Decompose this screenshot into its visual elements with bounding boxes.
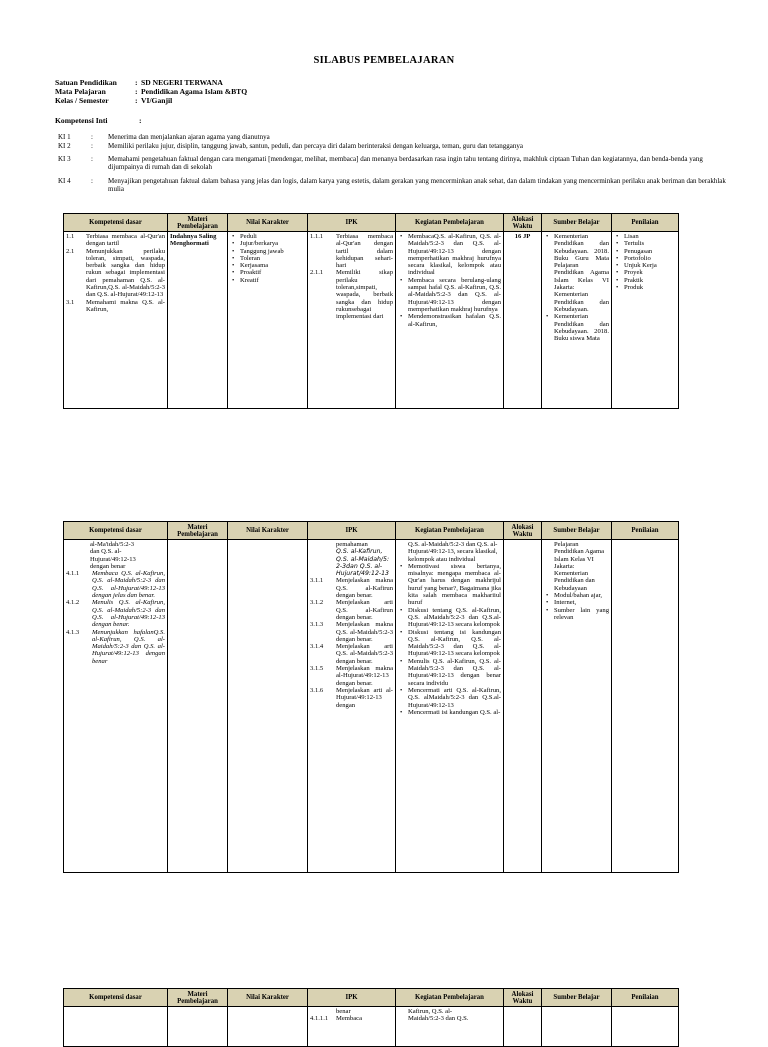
kegiatan-cell: Kafirun, Q.S. al- Maidah/5:2-3 dan Q.S. bbox=[396, 1007, 504, 1047]
list-item: • Lisan bbox=[624, 233, 676, 240]
list-item: 3.1.2 Menjelaskan arti Q.S. al-Kafirun dengan benar. bbox=[310, 599, 393, 621]
column-header: Alokasi Waktu bbox=[504, 522, 542, 540]
list-item: • Modul/bahan ajar, bbox=[554, 592, 609, 599]
column-header: Kompetensi dasar bbox=[64, 989, 168, 1007]
column-header: Nilai Karakter bbox=[228, 989, 308, 1007]
list-item: • Membaca secara berulang-ulang sampai hafal Q.S. al-Kafirun, Q.S. al-Maidah/5:2-3 dan Q.S. al-Hujurat/49:12-13 dengan memperhatikan makhraj hurufnya bbox=[408, 277, 501, 313]
list-item: • Diskusi tentang Q.S. al-Kafirun, Q.S. alMaidah/5:2-3 dan Q.S.al-Hujurat/49:12-13 secara kelompok bbox=[408, 607, 501, 629]
list-item: • Proyek bbox=[624, 269, 676, 276]
syllabus-table-3 bbox=[63, 988, 679, 1047]
column-header: IPK bbox=[308, 989, 396, 1007]
list-item: • Tertulis bbox=[624, 240, 676, 247]
column-header: Materi Pembelajaran bbox=[168, 214, 228, 232]
column-header: Sumber Belajar bbox=[542, 522, 612, 540]
list-item: • Kementerian Pendidikan dan Kebudayaan. 2018. Buku siswa Mata bbox=[554, 313, 609, 342]
list-item: 1.1.1 Terbiasa membaca al-Qur'an dengan tartil dalam kehidupan sehari-hari bbox=[310, 233, 393, 270]
list-item: 3.1 Memahami makna Q.S. al-Kafirun, bbox=[66, 298, 165, 313]
materi-cell bbox=[168, 1007, 228, 1047]
kompetensi-inti-heading: Kompetensi Inti : bbox=[55, 116, 142, 125]
list-item: • Praktik bbox=[624, 277, 676, 284]
penilaian-cell bbox=[612, 1007, 679, 1047]
alokasi-cell bbox=[504, 540, 542, 873]
column-header: Penilaian bbox=[612, 989, 679, 1007]
list-item: 3.1.3 Menjelaskan makna Q.S. al-Maidah/5:2-3 dengan benar. bbox=[310, 621, 393, 643]
list-item: 1.1 Terbiasa membaca al-Qur'an dengan tartil bbox=[66, 233, 165, 248]
list-item: 2.1.1 Memiliki sikap perilaku toleran,simpati, waspada, berbaik sangka dan hidup rukunsebagai implementasi dari bbox=[310, 269, 393, 321]
list-item: • Sumber lain yang relevan bbox=[554, 607, 609, 622]
syllabus-table-2 bbox=[63, 521, 679, 873]
list-item: • Kementerian Pendidikan dan Kebudayaan. 2018. Buku Guru Mata Pelajaran Pendidikan Agama Islam Kelas VI Jakarta: Kementerian Pendidikan dan Kebudayaan. bbox=[554, 233, 609, 313]
list-item: • Diskusi tentang isi kandungan Q.S. al-Kafirun, Q.S. al-Maidah/5:2-3 dan Q.S. al-Hujurat/49:12-13 secara kelompok bbox=[408, 629, 501, 658]
list-item: • Peduli bbox=[240, 233, 305, 240]
list-item: • Kreatif bbox=[240, 277, 305, 284]
list-item: 4.1.2 Menulis Q.S. al-Kafirun, Q.S. al-Maidah/5:2-3 dan Q.S. al-Hujurat/49:12-13 dengan benar. bbox=[66, 599, 165, 629]
meta-row: Satuan Pendidikan : SD NEGERI TERWANA bbox=[55, 78, 223, 87]
materi-cell bbox=[168, 540, 228, 873]
kegiatan-cell bbox=[396, 232, 504, 409]
list-item: • Toleran bbox=[240, 255, 305, 262]
column-header: Materi Pembelajaran bbox=[168, 522, 228, 540]
alokasi-cell: 16 JP bbox=[504, 232, 542, 409]
document-title: SILABUS PEMBELAJARAN bbox=[313, 55, 455, 66]
ipk-cell: pemahaman Q.S. al-Kafirun, Q.S. al-Maidah/5: 2-3dan Q.S. al-Hujurat/49:12-13 3.1.1 Menjelaskan makna Q.S. al-Kafirun dengan benar. 3.1.2 Menjelaskan arti Q.S. al-Kafirun dengan benar. 3.1.3 Menjelaskan makna Q.S. al-Maidah/5:2-3 dengan benar. 3.1.4 Menjelaskan arti Q.S. al-Maidah/5:2-3 dengan benar. 3.1.5 Menjelaskan makna al-Hujurat/49:12-13 dengan benar. 3.1.6 Menjelaskan arti al-Hujurat/49:12-13 dengan bbox=[308, 540, 396, 873]
list-item: 4.1.1 Membaca Q.S. al-Kafirun, Q.S. al-Maidah/5:2-3 dan Q.S. al-Hujurat/49:12-13 dengan jelas dan benar. bbox=[66, 570, 165, 600]
column-header: Alokasi Waktu bbox=[504, 989, 542, 1007]
list-item: 4.1.1.1 Membaca bbox=[310, 1015, 362, 1023]
nilai-cell bbox=[228, 1007, 308, 1047]
sumber-cell: Pelajaran Pendidikan Agama Islam Kelas VI Jakarta: Kementerian Pendidikan dan Kebudayaan • Modul/bahan ajar, • Internet, • Sumber lain yang relevan bbox=[542, 540, 612, 873]
list-item: • Mendemonstrasikan hafalan Q.S. al-Kafirun, bbox=[408, 313, 501, 328]
column-header: Nilai Karakter bbox=[228, 522, 308, 540]
list-item: • Internet, bbox=[554, 599, 609, 606]
identity-block bbox=[55, 78, 247, 105]
list-item: 4.1.3 Menunjukkan hafalanQ.S. al-Kafirun, Q.S. al-Maidah/5:2-3 dan Q.S. al-Hujurat/49:12-13 dengan benar bbox=[66, 628, 165, 665]
column-header: Kegiatan Pembelajaran bbox=[396, 214, 504, 232]
table-header-row bbox=[64, 522, 679, 540]
ipk-cell bbox=[308, 232, 396, 409]
list-item: • Unjuk Kerja bbox=[624, 262, 676, 269]
ipk-cell: benar 4.1.1.1 Membaca bbox=[308, 1007, 396, 1047]
column-header: Materi Pembelajaran bbox=[168, 989, 228, 1007]
alokasi-cell bbox=[504, 1007, 542, 1047]
nilai-cell bbox=[228, 540, 308, 873]
column-header: Nilai Karakter bbox=[228, 214, 308, 232]
kd-cell bbox=[64, 232, 168, 409]
list-item: • Kerjasama bbox=[240, 262, 305, 269]
column-header: Penilaian bbox=[612, 214, 679, 232]
column-header: Kompetensi dasar bbox=[64, 522, 168, 540]
nilai-cell bbox=[228, 232, 308, 409]
document-page: SILABUS PEMBELAJARAN Satuan Pendidikan : SD NEGERI TERWANA Mata Pelajaran : Pendidikan Agama Islam &BTQ Kelas / Semester : VI/Ganjil Kompetensi Inti : KI 1 : Menerima dan menjalankan ajaran agama yang dianutnya KI 2 : Memiliki perilaku jujur, disiplin, tanggung jawab, santun, peduli, dan percaya diri dalam berinteraksi dengan keluarga, teman, guru dan tetangganya KI 3 : Memahami pengetahuan faktual dengan cara mengamati [mendengar, melihat, membaca] dan menanya berdasarkan rasa ingin tahu tentang dirinya, makhluk ciptaan Tuhan dan kegiatannya, dan benda-benda yang dijumpainya di rumah dan di sekolah KI 4 : Menyajikan pengetahuan faktual dalam bahasa yang jelas dan logis, dalam karya yang estetis, dalam gerakan yang mencerminkan anak sehat, dan dalam tindakan yang mencerminkan perilaku anak beriman dan berakhlak mulia Kompetensi dasar Materi Pembelajaran Nilai Karakter IPK Kegiatan Pembelajaran Alokasi Waktu Sumber Belajar Penilaian 1.1 Terbiasa membaca al-Qur'an dengan tartil 2.1 Menunjukkan perilaku toleran, simpati, waspada, berbaik sangka dan hidup rukun sebagai implementasi dari pemahaman Q.S. al-Kafirun,Q.S. al-Maidah/5:2-3 dan Q.S. al-Hujurat/49:12-13 3.1 Memahami makna Q.S. al-Kafirun, Indahnya Saling Menghormati • Peduli • Jujur/berkarya • Tanggung jawab • Toleran • Kerjasama • Proaktif • Kreatif 1.1.1 Terbiasa membaca al-Qur'an dengan tartil dalam kehidupan sehari-hari 2.1.1 Memiliki sikap perilaku toleran,simpati, waspada, berbaik sangka dan hidup rukunsebagai implementasi dari • MembacaQ.S. al-Kafirun, Q.S. al-Maidah/5:2-3 dan Q.S. al-Hujurat/49:12-13 dengan memperhatikan makhraj hurufnya secara klasikal, kelompok atau individual • Membaca secara berulang-ulang sampai hafal Q.S. al-Kafirun, Q.S. al-Maidah/5:2-3 dan Q.S. al-Hujurat/49:12-13 dengan memperhatikan makhraj hurufnya • Mendemonstrasikan hafalan Q.S. al-Kafirun, 16 JP • Kementerian Pendidikan dan Kebudayaan. 2018. Buku Guru Mata Pelajaran Pendidikan Agama Islam Kelas VI Jakarta: Kementerian Pendidikan dan Kebudayaan. • Kementerian Pendidikan dan Kebudayaan. 2018. Buku siswa Mata • Lisan • Tertulis • Penugasan • Portofolio • Unjuk Kerja • Proyek • Praktik • Produk Kompetensi dasar Materi Pembelajaran Nilai Karakter IPK Kegiatan Pembelajaran Alokasi Waktu Sumber Belajar Penilaian al-Ma'idah/5:2-3 dan Q.S. al- Hujurat/49:12-13 dengan benar 4.1.1 Membaca Q.S. al-Kafirun, Q.S. al-Maidah/5:2-3 dan Q.S. al-Hujurat/49:12-13 dengan jelas dan benar. 4.1.2 Menulis Q.S. al-Kafirun, Q.S. al-Maidah/5:2-3 dan Q.S. al-Hujurat/49:12-13 dengan benar. 4.1.3 Menunjukkan hafalanQ.S. al-Kafirun, Q.S. al-Maidah/5:2-3 dan Q.S. al-Hujurat/49:12-13 dengan benar pemahaman Q.S. al-Kafirun, Q.S. al-Maidah/5: 2-3dan Q.S. al-Hujurat/49:12-13 3.1.1 Menjelaskan makna Q.S. al-Kafirun dengan benar. 3.1.2 Menjelaskan arti Q.S. al-Kafirun dengan benar. 3.1.3 Menjelaskan makna Q.S. al-Maidah/5:2-3 dengan benar. 3.1.4 Menjelaskan arti Q.S. al-Maidah/5:2-3 dengan benar. 3.1.5 Menjelaskan makna al-Hujurat/49:12-13 dengan benar. 3.1.6 Menjelaskan arti al-Hujurat/49:12-13 dengan Q.S. al-Maidah/5:2-3 dan Q.S. al-Hujurat/49:12-13, secara klasikal, kelompok atau individual • Memotivasi siswa bertanya, misalnya: mengapa membaca al-Qur'an harus dengan makhrijul huruf yang benar?, Bagaimana jika kita salah membaca makhariiul huruf • Diskusi tentang Q.S. al-Kafirun, Q.S. alMaidah/5:2-3 dan Q.S.al-Hujurat/49:12-13 secara kelompok • Diskusi tentang isi kandungan Q.S. al-Kafirun, Q.S. al-Maidah/5:2-3 dan Q.S. al-Hujurat/49:12-13 secara kelompok • Menulis Q.S. al-Kafirun, Q.S. al-Maidah/5:2-3 dan Q.S. al-Hujurat/49:12-13 dengan benar secara individu • Mencermati arti Q.S. al-Kafirun, Q.S. alMaidah/5:2-3 dan Q.S.al-Hujurat/49:12-13 • Mencermati isi kandungan Q.S. al- Pelajaran Pendidikan Agama Islam Kelas VI Jakarta: Kementerian Pendidikan dan Kebudayaan • Modul/bahan ajar, • Internet, • Sumber lain yang relevan Kompetensi dasar Materi Pembelajaran Nilai Karakter IPK Kegiatan Pembelajaran Alokasi Waktu Sumber Belajar Penilaian benar 4.1.1.1 Membaca Kafirun, Q.S. al- Maidah/5:2-3 dan Q.S. bbox=[0, 0, 768, 1024]
table-row bbox=[64, 1007, 679, 1047]
column-header: Sumber Belajar bbox=[542, 214, 612, 232]
kd-cell bbox=[64, 1007, 168, 1047]
column-header: Kompetensi dasar bbox=[64, 214, 168, 232]
sumber-cell bbox=[542, 1007, 612, 1047]
meta-row: Mata Pelajaran : Pendidikan Agama Islam &BTQ bbox=[55, 87, 248, 96]
column-header: Alokasi Waktu bbox=[504, 214, 542, 232]
list-item: • Produk bbox=[624, 284, 676, 291]
list-item: 2.1 Menunjukkan perilaku toleran, simpati, waspada, berbaik sangka dan hidup rukun sebagai implementasi dari pemahaman Q.S. al-Kafirun,Q.S. al-Maidah/5:2-3 dan Q.S. al-Hujurat/49:12-13 bbox=[66, 247, 165, 299]
list-item: • Mencermati isi kandungan Q.S. al- bbox=[408, 709, 501, 716]
list-item: • Menulis Q.S. al-Kafirun, Q.S. al-Maidah/5:2-3 dan Q.S. al-Hujurat/49:12-13 dengan benar secara individu bbox=[408, 658, 501, 687]
list-item: • Proaktif bbox=[240, 269, 305, 276]
column-header: Kegiatan Pembelajaran bbox=[396, 522, 504, 540]
table-row bbox=[64, 232, 679, 409]
kegiatan-cell: Q.S. al-Maidah/5:2-3 dan Q.S. al-Hujurat/49:12-13, secara klasikal, kelompok atau individual • Memotivasi siswa bertanya, misalnya: mengapa membaca al-Qur'an harus dengan makhrijul huruf yang benar?, Bagaimana jika kita salah membaca makhariiul huruf • Diskusi tentang Q.S. al-Kafirun, Q.S. alMaidah/5:2-3 dan Q.S.al-Hujurat/49:12-13 secara kelompok • Diskusi tentang isi kandungan Q.S. al-Kafirun, Q.S. al-Maidah/5:2-3 dan Q.S. al-Hujurat/49:12-13 secara kelompok • Menulis Q.S. al-Kafirun, Q.S. al-Maidah/5:2-3 dan Q.S. al-Hujurat/49:12-13 dengan benar secara individu • Mencermati arti Q.S. al-Kafirun, Q.S. alMaidah/5:2-3 dan Q.S.al-Hujurat/49:12-13 • Mencermati isi kandungan Q.S. al- bbox=[396, 540, 504, 873]
penilaian-cell bbox=[612, 540, 679, 873]
table-header-row bbox=[64, 214, 679, 232]
meta-row: Kelas / Semester : VI/Ganjil bbox=[55, 96, 173, 105]
column-header: Kegiatan Pembelajaran bbox=[396, 989, 504, 1007]
list-item: • Tanggung jawab bbox=[240, 248, 305, 255]
column-header: IPK bbox=[308, 214, 396, 232]
list-item: • Jujur/berkarya bbox=[240, 240, 305, 247]
list-item: 3.1.6 Menjelaskan arti al-Hujurat/49:12-13 dengan bbox=[310, 686, 393, 709]
list-item: • Penugasan bbox=[624, 248, 676, 255]
list-item: • Memotivasi siswa bertanya, misalnya: mengapa membaca al-Qur'an harus dengan makhrijul huruf yang benar?, Bagaimana jika kita salah membaca makhariiul huruf bbox=[408, 563, 501, 607]
list-item: • Portofolio bbox=[624, 255, 676, 262]
table-row bbox=[64, 540, 679, 873]
list-item: • MembacaQ.S. al-Kafirun, Q.S. al-Maidah/5:2-3 dan Q.S. al-Hujurat/49:12-13 dengan memperhatikan makhraj hurufnya secara klasikal, kelompok atau individual bbox=[408, 233, 501, 277]
penilaian-cell bbox=[612, 232, 679, 409]
syllabus-table-1 bbox=[63, 213, 679, 409]
materi-cell: Indahnya Saling Menghormati bbox=[168, 232, 228, 409]
list-item: • Mencermati arti Q.S. al-Kafirun, Q.S. alMaidah/5:2-3 dan Q.S.al-Hujurat/49:12-13 bbox=[408, 687, 501, 709]
list-item: 3.1.4 Menjelaskan arti Q.S. al-Maidah/5:2-3 dengan benar. bbox=[310, 643, 393, 665]
list-item: 3.1.1 Menjelaskan makna Q.S. al-Kafirun dengan benar. bbox=[310, 577, 393, 600]
column-header: IPK bbox=[308, 522, 396, 540]
list-item: 3.1.5 Menjelaskan makna al-Hujurat/49:12-13 dengan benar. bbox=[310, 665, 393, 687]
column-header: Sumber Belajar bbox=[542, 989, 612, 1007]
column-header: Penilaian bbox=[612, 522, 679, 540]
table-header-row bbox=[64, 989, 679, 1007]
kd-cell: al-Ma'idah/5:2-3 dan Q.S. al- Hujurat/49:12-13 dengan benar 4.1.1 Membaca Q.S. al-Kafirun, Q.S. al-Maidah/5:2-3 dan Q.S. al-Hujurat/49:12-13 dengan jelas dan benar. 4.1.2 Menulis Q.S. al-Kafirun, Q.S. al-Maidah/5:2-3 dan Q.S. al-Hujurat/49:12-13 dengan benar. 4.1.3 Menunjukkan hafalanQ.S. al-Kafirun, Q.S. al-Maidah/5:2-3 dan Q.S. al-Hujurat/49:12-13 dengan benar bbox=[64, 540, 168, 873]
sumber-cell bbox=[542, 232, 612, 409]
